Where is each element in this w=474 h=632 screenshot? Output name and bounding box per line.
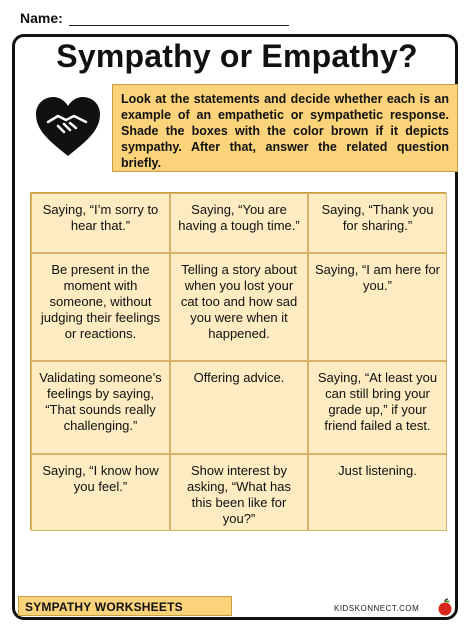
statement-cell[interactable]: Saying, “You are having a tough time.” xyxy=(170,193,308,253)
statement-cell[interactable]: Saying, “Thank you for sharing.” xyxy=(308,193,447,253)
instructions-box: Look at the statements and decide whether each is an example of an empathetic or sympathetic response. Shade the boxes with the color brown if it depicts sympathy. After that, answer the related question briefly. xyxy=(112,84,458,172)
statement-cell[interactable]: Show interest by asking, “What has this been like for you?” xyxy=(170,454,308,531)
brand-text: KIDSKONNECT.COM xyxy=(334,604,420,613)
page-title: Sympathy or Empathy? xyxy=(56,38,418,74)
apple-icon xyxy=(436,598,454,616)
name-label: Name: xyxy=(20,10,63,26)
name-row xyxy=(20,10,289,26)
footer-badge: SYMPATHY WORKSHEETS xyxy=(18,596,232,616)
statement-cell[interactable]: Saying, “I know how you feel.” xyxy=(31,454,170,531)
statement-cell[interactable]: Offering advice. xyxy=(170,361,308,454)
statement-cell[interactable]: Validating someone’s feelings by saying, “That sounds really challenging.” xyxy=(31,361,170,454)
name-field-line[interactable] xyxy=(69,11,289,26)
statement-cell[interactable]: Saying, “At least you can still bring your grade up,” if your friend failed a test. xyxy=(308,361,447,454)
statement-cell[interactable]: Just listening. xyxy=(308,454,447,531)
statement-cell[interactable]: Be present in the moment with someone, without judging their feelings or reactions. xyxy=(31,253,170,361)
heart-handshake-icon xyxy=(34,96,102,158)
statement-cell[interactable]: Telling a story about when you lost your cat too and how sad you were when it happened. xyxy=(170,253,308,361)
statement-grid xyxy=(30,192,446,530)
statement-cell[interactable]: Saying, “I’m sorry to hear that.” xyxy=(31,193,170,253)
statement-cell[interactable]: Saying, “I am here for you.” xyxy=(308,253,447,361)
